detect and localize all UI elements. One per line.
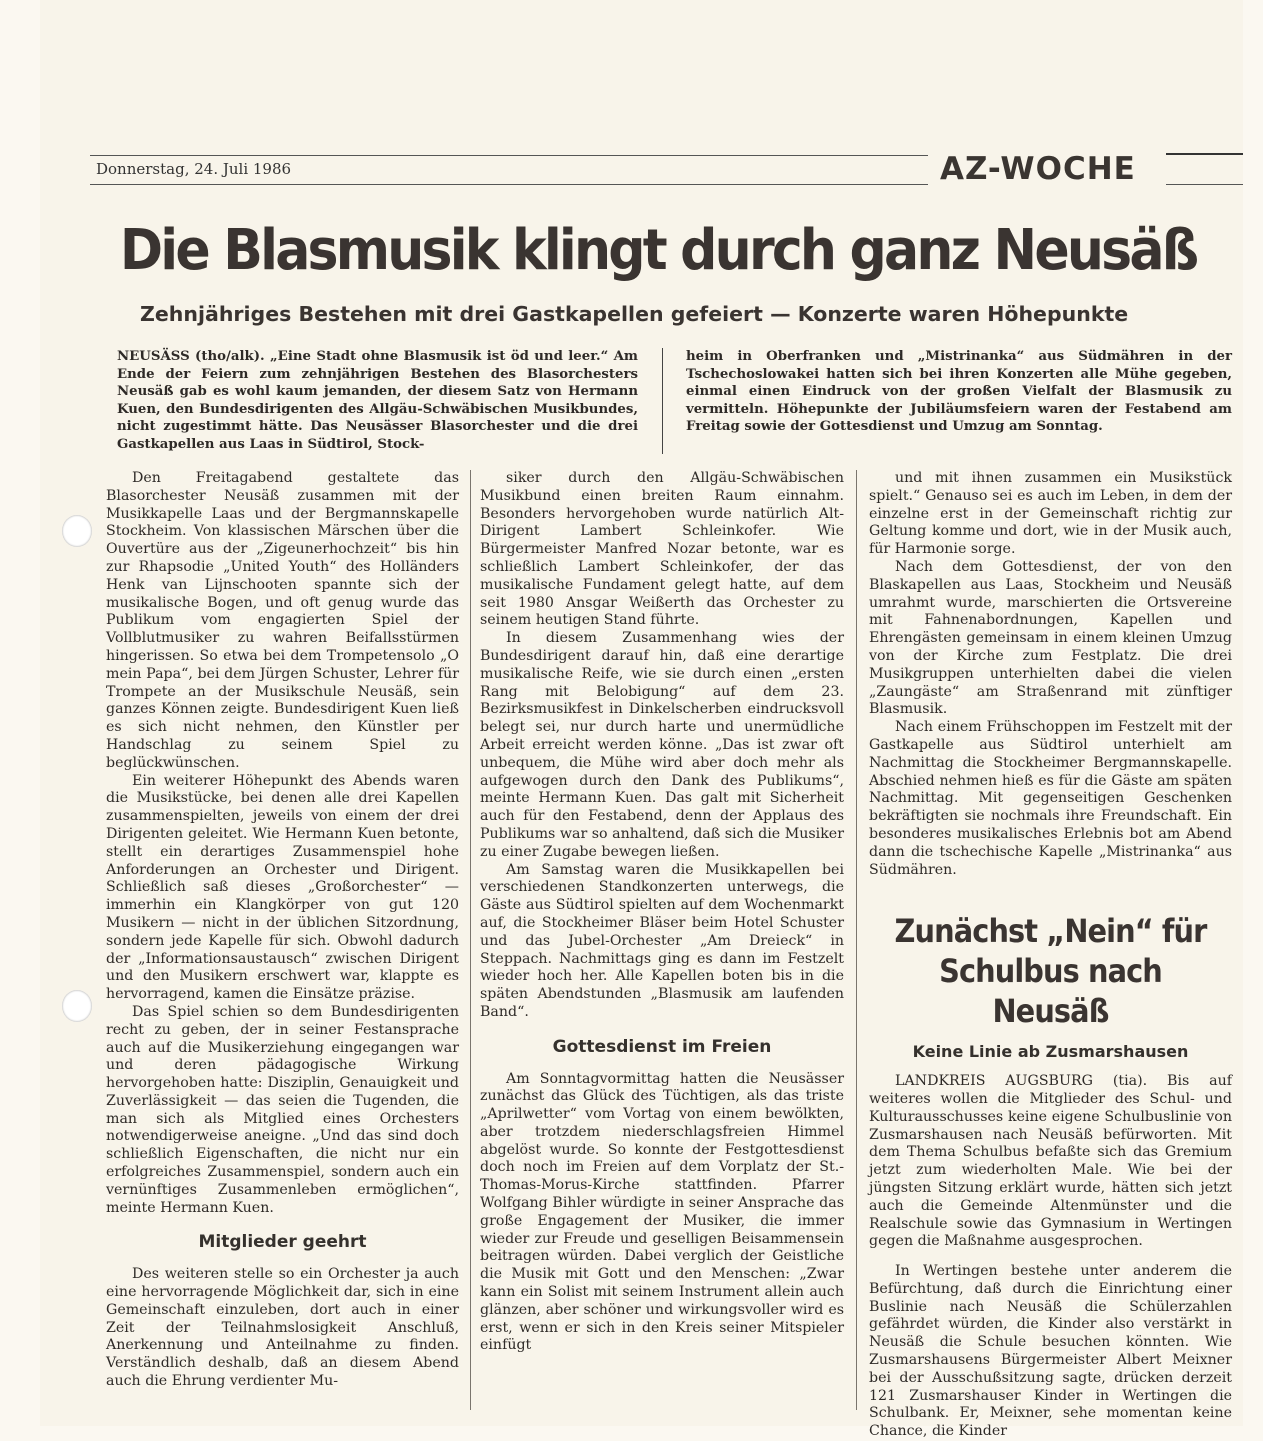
body-paragraph: Nach einem Frühschoppen im Festzelt mit der Gastkapelle aus Südtirol unterhielt am Nachmittag die Stockheimer Bergmannskapelle. Abschied nehmen hieß es für die Gäste am späten Nachmittag. Mit gegenseitigen Geschenken bekräftigten sie nochmals ihre Freundschaft. Ein besonderes musikalisches Erlebnis bot am Abend dann die tschechische Kapelle „Mistrinanka“ aus Südmähren. [869,719,1232,878]
lead-divider [662,348,663,454]
column-divider [470,470,471,1410]
header-rule-right-top [1166,153,1243,155]
punch-hole [62,990,92,1022]
column-divider [856,470,857,1410]
body-paragraph: und mit ihnen zusammen ein Musikstück spielt.“ Genauso sei es auch im Leben, in dem der einzelne erst in der Gemeinschaft richtig zur Geltung komme und dort, wie in der Musik auch, für Harmonie sorge. [869,470,1232,558]
sidebar-headline-line1: Zunächst „Nein“ für [894,912,1207,951]
lead-paragraph-right: heim in Oberfranken und „Mistrinanka“ aus Südmähren in der Tschechoslowakei hatten sich bei ihren Konzerten alle Mühe gegeben, einmal einen Eindruck von der großen Vielfalt der Blasmusik zu vermitteln. Höhepunkte der Jubiläumsfeiern waren der Festabend am Freitag sowie der Gottesdienst und Umzug am Sonntag. [686,349,1232,435]
article-subheadline: Zehnjähriges Bestehen mit drei Gastkapellen gefeiert — Konzerte waren Höhepunkte [140,302,1129,326]
sidebar-subheadline: Keine Linie ab Zusmarshausen [912,1042,1189,1062]
header-rule-right-bottom [1166,184,1243,185]
body-paragraph: Nach dem Gottesdienst, der von den Blaskapellen aus Laas, Stockheim und Neusäß umrahmt wurde, marschierten die Ortsvereine mit Fahnenabordnungen, Kapellen und Ehrengästen gemeinsam in einem kleinen Umzug von der Kirche zum Festplatz. Die drei Musikgruppen unterhielten dabei die vielen „Zaungäste“ am Straßenrand mit zünftiger Blasmusik. [869,558,1232,718]
section-title: AZ-WOCHE [940,151,1136,187]
article-column-1 [106,470,459,1391]
header-rule-top [90,155,928,156]
subheading-mitglieder: Mitglieder geehrt [198,1232,367,1253]
lead-paragraph-left: NEUSÄSS (tho/alk). „Eine Stadt ohne Blasmusik ist öd und leer.“ Am Ende der Feiern zum zehnjährigen Bestehen des Blasorchesters Neusäß gab es wohl kaum jemanden, der diesem Satz von Hermann Kuen, den Bundesdirigenten des Allgäu-Schwäbischen Musikbundes, nicht zugestimmt hätte. Das Neusässer Blasorchester und die drei Gastkapellen aus Laas in Südtirol, Stock- [117,349,638,452]
punch-hole [62,515,92,547]
sidebar-headline [887,911,1214,1031]
body-paragraph: In diesem Zusammenhang wies der Bundesdirigent darauf hin, daß eine derartige musikalische Reife, wie sie durch einen „ersten Rang mit Belobigung“ auf dem 23. Bezirksmusikfest in Dinkelscherben eindrucksvoll belegt sei, nur durch harte und unermüdliche Arbeit erreicht werden könne. „Das ist zwar oft unbequem, die Mühe wird aber doch mehr als aufgewogen durch den Dank des Publikums“, meinte Hermann Kuen. Das galt mit Sicherheit auch für den Festabend, denn der Applaus des Publikums war so anhaltend, daß sich die Musiker zu einer Zugabe bewegen ließen. [480,630,844,860]
body-paragraph: Des weiteren stelle so ein Orchester ja auch eine hervorragende Möglichkeit dar, sich in eine Gemeinschaft einzuleben, dort auch in einer Zeit der Teilnahmslosigkeit Anschluß, Anerkennung und Anteilnahme zu finden. Verständlich deshalb, daß an diesem Abend auch die Ehrung verdienter Mu- [106,1266,459,1390]
article-headline: Die Blasmusik klingt durch ganz Neusäß [119,218,1197,283]
body-paragraph: Den Freitagabend gestaltete das Blasorchester Neusäß zusammen mit der Musikkapelle Laas und der Bergmannskapelle Stockheim. Von klassischen Märschen über die Ouvertüre aus der „Zigeunerhochzeit“ bis hin zur Rhapsodie „United Youth“ des Holländers Henk van Lijnschooten spannte sich der musikalische Bogen, und oft genug wurde das Publikum vom engagierten Spiel der Vollblutmusiker zu wahren Beifallsstürmen hingerissen. So etwa bei dem Trompetensolo „O mein Papa“, bei dem Jürgen Schuster, Lehrer für Trompete an der Musikschule Neusäß, sein ganzes Können zeigte. Bundesdirigent Kuen ließ es sich nicht nehmen, den Künstler per Handschlag zu seinem Spiel zu beglückwünschen. [106,470,459,771]
body-paragraph: Am Sonntagvormittag hatten die Neusässer zunächst das Glück des Tüchtigen, als das triste „Aprilwetter“ vom Vortag von einem bewölkten, aber trotzdem niederschlagsfreien Himmel abgelöst wurde. So konnte der Festgottesdienst doch noch im Freien auf dem Vorplatz der St.-Thomas-Morus-Kirche stattfinden. Pfarrer Wolfgang Bihler würdigte in seiner Ansprache das große Engagement der Musiker, die immer wieder zur Freude und geselligen Beisammensein beitragen würden. Dabei verglich der Geistliche die Musik mit Gott und den Menschen: „Zwar kann ein Solist mit seinem Instrument allein auch glänzen, aber schöner und wirkungsvoller wird es erst, wenn er sich in den Kreis seiner Mitspieler einfügt [480,1070,844,1354]
body-paragraph: In Wertingen bestehe unter anderem die Befürchtung, daß durch die Einrichtung einer Buslinie nach Neusäß die Schülerzahlen gefährdet würden, die Kinder also verstärkt in Neusäß die Schule besuchen könnten. Wie Zusmarshausens Bürgermeister Albert Meixner bei der Ausschußsitzung sagte, drücken derzeit 121 Zusmarshauser Kinder in Wertingen die Schulbank. Er, Meixner, sehe momentan keine Chance, die Kinder [869,1263,1232,1440]
body-paragraph: LANDKREIS AUGSBURG (tia). Bis auf weiteres wollen die Mitglieder des Schul- und Kulturausschusses keine eigene Schulbuslinie von Zusmarshausen nach Neusäß befürworten. Mit dem Thema Schulbus befaßte sich das Gremium jetzt zum wiederholten Male. Wie bei der jüngsten Sitzung erklärt wurde, hätten sich jetzt auch die Gemeinde Altenmünster und die Realschule sowie das Gymnasium in Wertingen gegen die Maßnahme ausgesprochen. [869,1073,1232,1250]
header-rule-bottom [90,184,928,185]
article-column-3 [869,470,1232,1441]
issue-date: Donnerstag, 24. Juli 1986 [96,160,292,178]
body-paragraph: siker durch den Allgäu-Schwäbischen Musikbund einen breiten Raum einnahm. Besonders hervorgehoben wurde natürlich Alt-Dirigent Lambert Schleinkofer. Wie Bürgermeister Manfred Nozar betonte, war es schließlich Lambert Schleinkofer, der das musikalische Fundament gelegt hatte, auf dem seit 1980 Ansgar Weißerth das Orchester zu seinem heutigen Stand führte. [480,470,844,629]
sidebar-headline-line2: Schulbus nach Neusäß [939,952,1162,1031]
article-column-2 [480,470,844,1355]
body-paragraph: Am Samstag waren die Musikkapellen bei verschiedenen Standkonzerten unterwegs, die Gäste aus Südtirol spielten auf dem Wochenmarkt auf, die Stockheimer Bläser beim Hotel Schuster und das Jubel-Orchester „Am Dreieck“ in Steppach. Nachmittags ging es dann im Festzelt wieder hoch her. Alle Kapellen boten bis in die späten Abendstunden „Blasmusik am laufenden Band“. [480,861,844,1020]
body-paragraph: Ein weiterer Höhepunkt des Abends waren die Musikstücke, bei denen alle drei Kapellen zusammenspielten, jeweils von einem der drei Dirigenten geleitet. Wie Hermann Kuen betonte, stellt ein derartiges Zusammenspiel hohe Anforderungen an Orchester und Dirigent. Schließlich saß dieses „Großorchester“ — immerhin ein Klangkörper von gut 120 Musikern — nicht in der üblichen Sitzordnung, sondern jede Kapelle für sich. Obwohl dadurch der „Informationsaustausch“ zwischen Dirigent und den Musikern erschwert war, klappte es hervorragend, kamen die Einsätze präzise. [106,772,459,1003]
body-paragraph: Das Spiel schien so dem Bundesdirigenten recht zu geben, der in seiner Festansprache auch auf die Musikerziehung eingegangen war und deren pädagogische Wirkung hervorgehoben hatte: Disziplin, Genauigkeit und Zuverlässigkeit — das seien die Tugenden, die man sich als Mitglied eines Orchesters notwendigerweise aneigne. „Und das sind doch schließlich Eigenschaften, die nicht nur ein erfolgreiches Zusammenspiel, sondern auch ein vernünftiges Zusammenleben ermöglichen“, meinte Hermann Kuen. [106,1003,459,1216]
subheading-gottesdienst: Gottesdienst im Freien [552,1036,772,1057]
